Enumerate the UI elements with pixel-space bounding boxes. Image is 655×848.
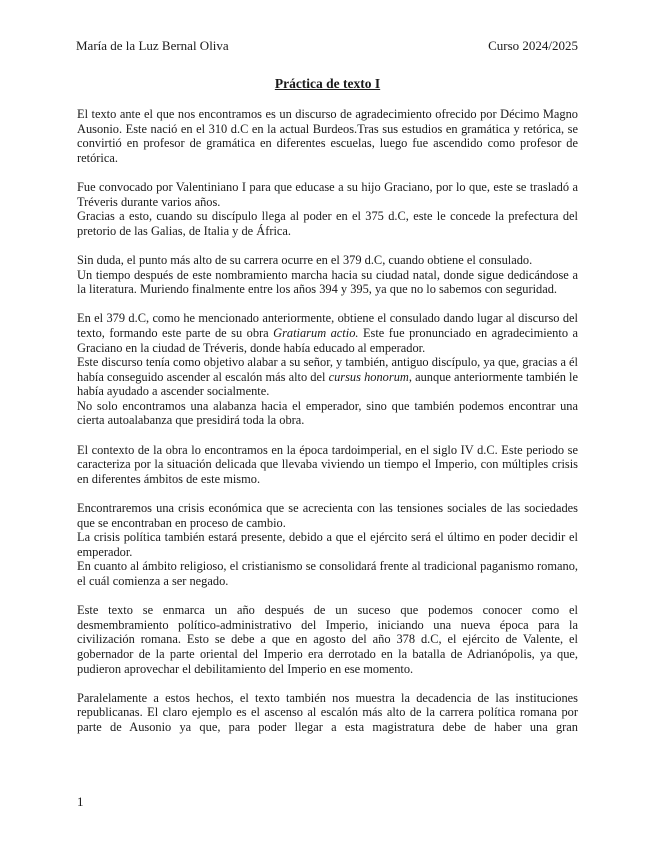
paragraph-convocation: Fue convocado por Valentiniano I para que educase a su hijo Graciano, por lo que, este se trasladó a Tréveris durante varios años. <box>77 179 578 209</box>
cursus-honorum-term: cursus honorum <box>328 369 409 384</box>
paragraph-intro: El texto ante el que nos encontramos es un discurso de agradecimiento ofrecido por Décimo Magno Ausonio. Este nació en el 310 d.C en la actual Burdeos.Tras sus estudios en gramática y retórica, se convirtió en profesor de gramática en diferentes escuelas, luego fue ascendido como profesor de retórica. <box>77 107 578 165</box>
page-number: 1 <box>77 794 84 809</box>
paragraph-discourse <box>77 311 578 355</box>
paragraph-later-life: Un tiempo después de este nombramiento marcha hacia su ciudad natal, donde sigue dedicándose a la literatura. Muriendo finalmente entre los años 394 y 395, ya que no lo sabemos con seguridad. <box>77 267 578 297</box>
paragraph-discourse-a: En el 379 d.C, como he mencionado anteriormente, obtiene el consulado dando lugar al discurso del texto, formando este parte de su obra <box>77 311 578 340</box>
header-author: María de la Luz Bernal Oliva <box>76 38 229 53</box>
paragraph-objective-a: Este discurso tenía como objetivo alabar a su señor, y también, antiguo discípulo, ya que, gracias a él había conseguido ascender al escalón más alto del <box>77 355 578 384</box>
work-title: Gratiarum actio. <box>273 325 359 340</box>
header-course: Curso 2024/2025 <box>488 38 578 53</box>
document-title: Práctica de texto I <box>274 76 381 91</box>
paragraph-economic-crisis: Encontraremos una crisis económica que se acrecienta con las tensiones sociales de las sociedades que se encontraban en proceso de cambio. <box>77 501 578 530</box>
paragraph-objective-b: , aunque anteriormente también le había ayudado a ascender socialmente. <box>77 369 578 399</box>
paragraph-discourse-b: Este fue pronunciado en agradecimiento a Graciano en la ciudad de Tréveris, donde había educado al emperador. <box>77 325 578 355</box>
paragraph-religious: En cuanto al ámbito religioso, el cristianismo se consolidará frente al tradicional paganismo romano, el cuál comienza a ser negado. <box>77 559 578 588</box>
paragraph-prefecture: Gracias a esto, cuando su discípulo llega al poder en el 375 d.C, este le concede la prefectura del pretorio de las Galias, de Italia y de África. <box>77 209 578 238</box>
paragraph-context: El contexto de la obra lo encontramos en la época tardoimperial, en el siglo IV d.C. Este periodo se caracteriza por la situación delicada que llevaba viviendo un tiempo el Imperio, con múltiples crisis en diferentes ámbitos de este mismo. <box>77 442 578 486</box>
paragraph-objective <box>77 355 578 399</box>
paragraph-institutions: Paralelamente a estos hechos, el texto también nos muestra la decadencia de las instituciones republicanas. El claro ejemplo es el ascenso al escalón más alto de la carrera política romana por parte de Ausonio ya que, para poder llegar a esta magistratura debe de haber una gran <box>77 690 578 734</box>
body-text <box>77 107 578 735</box>
paragraph-adrianopolis: Este texto se enmarca un año después de un suceso que podemos conocer como el desmembramiento político-administrativo del Imperio, iniciando una nueva época para la civilización romana. Esto se debe a que en agosto del año 378 d.C, el ejército de Valente, el gobernador de la parte oriental del Imperio era derrotado en la batalla de Adrianópolis, ya que, pudieron aprovechar el debilitamiento del Imperio en ese momento. <box>77 603 578 676</box>
paragraph-consulate: Sin duda, el punto más alto de su carrera ocurre en el 379 d.C, cuando obtiene el consulado. <box>77 252 533 267</box>
paragraph-political-crisis: La crisis política también estará presente, debido a que el ejército será el último en poder decidir el emperador. <box>77 530 578 559</box>
paragraph-self-praise: No solo encontramos una alabanza hacia el emperador, sino que también podemos encontrar una cierta autoalabanza que presidirá toda la obra. <box>77 398 578 428</box>
